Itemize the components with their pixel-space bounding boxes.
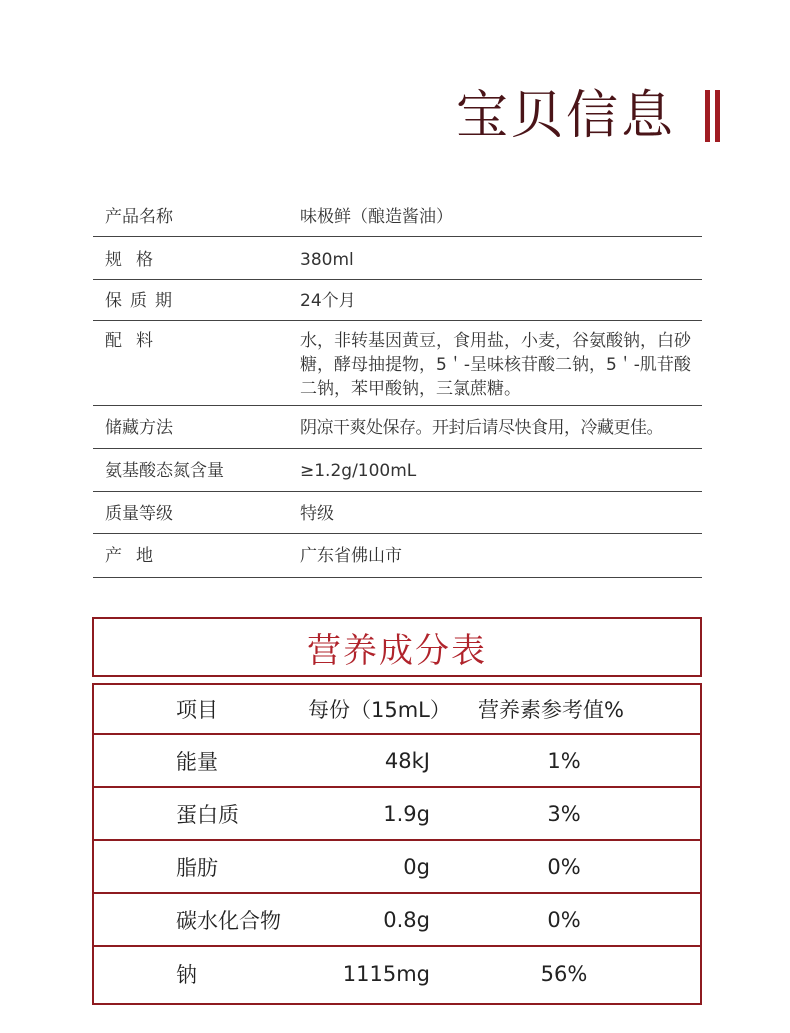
info-row-shelf-life xyxy=(93,280,702,321)
info-value: 水，非转基因黄豆，食用盐，小麦，谷氨酸钠，白砂糖，酵母抽提物，5＇-呈味核苷酸二钠，5＇-肌苷酸二钠，苯甲酸钠，三氯蔗糖。 xyxy=(300,331,691,399)
info-row-grade xyxy=(93,492,702,534)
title-bar-right xyxy=(715,90,720,142)
info-value: ≥1.2g/100mL xyxy=(300,461,417,481)
nutrient-name: 钠 xyxy=(176,962,197,987)
nutrient-per-serving: 0g xyxy=(403,854,430,879)
nutrition-row-energy xyxy=(94,735,700,788)
info-label: 储藏方法 xyxy=(105,418,173,438)
info-row-product-name xyxy=(93,196,702,237)
info-label: 配料 xyxy=(105,331,167,351)
info-row-storage xyxy=(93,406,702,449)
nutrient-name: 脂肪 xyxy=(176,855,218,880)
header-nrv: 营养素参考值% xyxy=(478,698,624,722)
info-value: 特级 xyxy=(300,504,334,524)
info-value: 味极鲜（酿造酱油） xyxy=(300,207,453,227)
nutrition-row-carbohydrate xyxy=(94,894,700,947)
nutrient-per-serving: 1.9g xyxy=(383,801,430,826)
info-label: 产地 xyxy=(105,546,167,566)
info-value: 24个月 xyxy=(300,291,356,311)
nutrient-name: 碳水化合物 xyxy=(176,908,281,933)
nutrient-name: 能量 xyxy=(176,749,218,774)
info-row-spec xyxy=(93,237,702,280)
info-label: 氨基酸态氮含量 xyxy=(105,461,224,481)
nutrient-per-serving: 0.8g xyxy=(383,907,430,932)
title-bar-left xyxy=(705,90,710,142)
info-value: 广东省佛山市 xyxy=(300,546,402,566)
info-label: 保质期 xyxy=(105,291,180,311)
nutrient-nrv: 0% xyxy=(547,907,581,932)
nutrient-nrv: 3% xyxy=(547,801,581,826)
info-value: 阴凉干爽处保存。开封后请尽快食用，冷藏更佳。 xyxy=(300,418,663,438)
nutrition-row-fat xyxy=(94,841,700,894)
nutrient-nrv: 56% xyxy=(540,961,588,986)
nutrition-row-protein xyxy=(94,788,700,841)
page-title: 宝贝信息 xyxy=(456,86,677,146)
info-value: 380ml xyxy=(300,250,354,270)
info-row-amino-nitrogen xyxy=(93,449,702,492)
info-row-origin xyxy=(93,534,702,578)
nutrient-nrv: 1% xyxy=(547,748,581,773)
nutrition-table xyxy=(92,683,702,1005)
header-item: 项目 xyxy=(176,698,218,722)
nutrient-nrv: 0% xyxy=(547,854,581,879)
info-row-ingredients xyxy=(93,321,702,406)
nutrient-name: 蛋白质 xyxy=(176,802,239,827)
nutrition-title: 营养成分表 xyxy=(92,617,702,677)
nutrition-header-row xyxy=(94,685,700,735)
nutrient-per-serving: 1115mg xyxy=(342,961,430,986)
product-info-table xyxy=(93,196,702,578)
info-label: 规格 xyxy=(105,250,167,270)
info-label: 质量等级 xyxy=(105,504,173,524)
nutrient-per-serving: 48kJ xyxy=(384,748,430,773)
header-per-serving: 每份（15mL） xyxy=(308,698,451,722)
nutrition-row-sodium xyxy=(94,947,700,1000)
info-label: 产品名称 xyxy=(105,207,173,227)
